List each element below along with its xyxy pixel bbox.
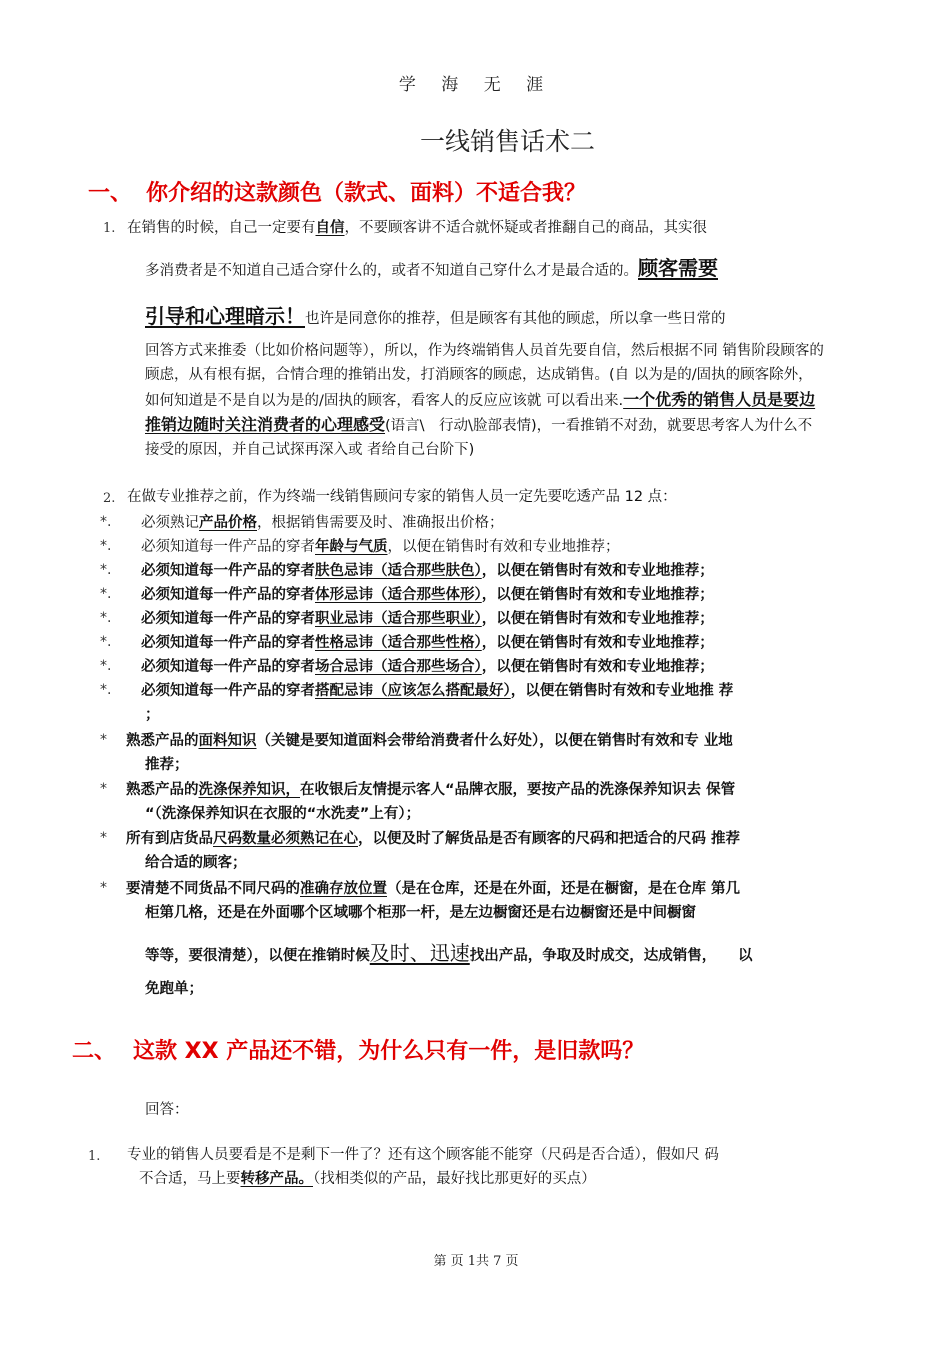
- list-marker: *.: [100, 610, 112, 626]
- list-item-line: 柜第几格，还是在外面哪个区域哪个柜那一杆，是左边橱窗还是右边橱窗还是中间橱窗: [145, 905, 696, 921]
- list-item: [141, 511, 504, 535]
- text: 必须知道每一件产品的穿者: [141, 563, 315, 579]
- section1-heading: 你介绍的这款颜色（款式、面料）不适合我？: [146, 181, 587, 206]
- text: 在销售的时候，自己一定要有: [127, 220, 316, 236]
- paragraph-line: [127, 216, 707, 240]
- emphasis: 肤色忌讳（适合那些肤色）: [315, 563, 482, 579]
- text: ，以便在销售时有效和专业地推荐；: [481, 563, 714, 579]
- emphasis: 职业忌讳（适合那些职业）: [315, 611, 482, 627]
- text: 必须知道每一件产品的穿者: [141, 587, 315, 603]
- text: 所有到店货品: [126, 831, 213, 847]
- text: 也许是同意你的推荐，但是顾客有其他的顾虑，所以拿一些日常的: [305, 311, 726, 327]
- document-title: 一线销售话术二: [420, 127, 596, 156]
- text: 要清楚不同货品不同尺码的: [126, 881, 300, 897]
- list-item: [141, 631, 714, 655]
- text: 在收银后友情提示客人“品牌衣服，要按产品的洗涤保养知识去 保管: [300, 782, 736, 798]
- paragraph-line: 在做专业推荐之前，作为终端一线销售顾问专家的销售人员一定先要吃透产品 12 点：: [127, 489, 677, 505]
- text: ，以便在销售时有效和专业地推荐；: [481, 635, 714, 651]
- section2-marker: 二、: [72, 1039, 117, 1064]
- text: 等等，要很清楚），以便在推销时候: [145, 948, 370, 964]
- bullet-marker: *: [100, 732, 107, 748]
- emphasis: 洗涤保养知识，: [198, 782, 300, 798]
- emphasis: 尺码数量必须熟记在心: [213, 831, 358, 847]
- emphasis: 转移产品。: [240, 1171, 313, 1187]
- page-footer: 第 页 1共 7 页: [433, 1254, 519, 1269]
- emphasis-large: 及时、迅速: [369, 941, 470, 965]
- text: 熟悉产品的: [126, 733, 199, 749]
- text: 熟悉产品的: [126, 782, 199, 798]
- text: ，不要顾客讲不适合就怀疑或者推翻自己的商品，其实很: [344, 220, 707, 236]
- list-item: [126, 729, 733, 753]
- list-continuation: ；: [145, 707, 160, 723]
- emphasis: 一个优秀的销售人员是要边推销边随时关注消费者的心理感受: [145, 389, 816, 434]
- text: 必须知道每一件产品的穿者: [141, 659, 315, 675]
- emphasis: 场合忌讳（适合那些场合）: [315, 659, 482, 675]
- bullet-marker: *: [100, 781, 107, 797]
- emphasis-large: 引导和心理暗示！: [145, 304, 305, 328]
- list-item-line: [126, 877, 740, 901]
- list-item: [141, 535, 620, 559]
- list-item: [141, 655, 714, 679]
- item-number: 2.: [103, 491, 116, 506]
- emphasis: 面料知识: [198, 733, 257, 749]
- item-number: 1.: [88, 1149, 101, 1164]
- text: 回答方式来推委（比如价格问题等），所以，作为终端销售人员首先要自信，然后根据不同 销售阶段顾客的顾虑，从有根有据，合情合理的推销出发，打消顾客的顾虑，达成销售。(自 以为是的/固执的顾客除外，如何知道是不是自以为是的/固执的顾客，看客人的反应应该就 可以看出来.: [145, 343, 824, 409]
- text: （找相类似的产品，最好找比那更好的买点）: [313, 1171, 596, 1187]
- section1-marker: 一、: [88, 181, 133, 206]
- paragraph-line: 专业的销售人员要看是不是剩下一件了？还有这个顾客能不能穿（尺码是否合适），假如尺 码: [127, 1147, 719, 1163]
- text: 不合适，马上要: [139, 1171, 241, 1187]
- text: 必须知道每一件产品的穿者: [141, 635, 315, 651]
- bullet-marker: *: [100, 830, 107, 846]
- list-item: [126, 827, 740, 851]
- emphasis: 年龄与气质: [315, 539, 388, 555]
- list-item: [126, 778, 735, 802]
- list-item: [141, 679, 733, 703]
- text: 必须知道每一件产品的穿者: [141, 611, 315, 627]
- item-number: 1.: [103, 221, 116, 236]
- text: 必须知道每一件产品的穿者: [141, 539, 315, 555]
- text: 找出产品，争取及时成交，达成销售， 以: [469, 948, 753, 964]
- list-marker: *.: [100, 658, 112, 674]
- text: 必须知道每一件产品的穿者: [141, 683, 315, 699]
- list-item-continuation: “（洗涤保养知识在衣服的“水洗麦”上有）；: [145, 806, 421, 822]
- emphasis: 性格忌讳（适合那些性格）: [315, 635, 482, 651]
- paragraph-line: [145, 256, 718, 283]
- paragraph-line: [139, 1167, 596, 1191]
- list-marker: *.: [100, 634, 112, 650]
- list-marker: *.: [100, 586, 112, 602]
- bullet-marker: *: [100, 880, 107, 896]
- text: （是在仓库，还是在外面，还是在橱窗，是在仓库 第几: [387, 881, 741, 897]
- text: ，以便及时了解货品是否有顾客的尺码和把适合的尺码 推荐: [358, 831, 741, 847]
- emphasis: 体形忌讳（适合那些体形）: [315, 587, 482, 603]
- emphasis: 自信: [315, 220, 345, 236]
- text: ，以便在销售时有效和专业地推 荐: [510, 683, 734, 699]
- list-item-line: 免跑单；: [145, 981, 203, 997]
- list-item-continuation: 推荐；: [145, 757, 189, 773]
- list-marker: *.: [100, 562, 112, 578]
- list-marker: *.: [100, 682, 112, 698]
- list-item-continuation: 给合适的顾客；: [145, 855, 247, 871]
- emphasis: 准确存放位置: [300, 881, 387, 897]
- list-marker: *.: [100, 514, 112, 530]
- text: 必须熟记: [141, 515, 199, 531]
- text: (语言\ 行动\脸部表情)，一看推销不对劲，就要思考客人为什么不接受的原因，并自己试探再深入或 者给自己台阶下): [145, 417, 813, 459]
- text: ，以便在销售时有效和专业地推荐；: [481, 659, 714, 675]
- emphasis-large: 顾客需要: [638, 256, 718, 280]
- answer-label: 回答：: [145, 1102, 189, 1118]
- emphasis: 产品价格: [199, 515, 257, 531]
- page-header: 学 海 无 涯: [398, 75, 554, 95]
- list-item-line: [145, 941, 753, 968]
- text: ，根据销售需要及时、准确报出价格；: [257, 515, 504, 531]
- list-item: [141, 559, 714, 583]
- text: ，以便在销售时有效和专业地推荐；: [481, 611, 714, 627]
- paragraph-block: [145, 339, 825, 462]
- text: ，以便在销售时有效和专业地推荐；: [481, 587, 714, 603]
- paragraph-line: [145, 304, 726, 331]
- emphasis: 搭配忌讳（应该怎么搭配最好）: [315, 683, 511, 699]
- text: ，以便在销售时有效和专业地推荐；: [387, 539, 620, 555]
- text: （关键是要知道面料会带给消费者什么好处），以便在销售时有效和专 业地: [256, 733, 733, 749]
- list-marker: *.: [100, 538, 112, 554]
- list-item: [141, 583, 714, 607]
- list-item: [141, 607, 714, 631]
- section2-heading: 这款 XX 产品还不错，为什么只有一件，是旧款吗？: [133, 1039, 645, 1064]
- text: 多消费者是不知道自己适合穿什么的，或者不知道自己穿什么才是最合适的。: [145, 263, 638, 279]
